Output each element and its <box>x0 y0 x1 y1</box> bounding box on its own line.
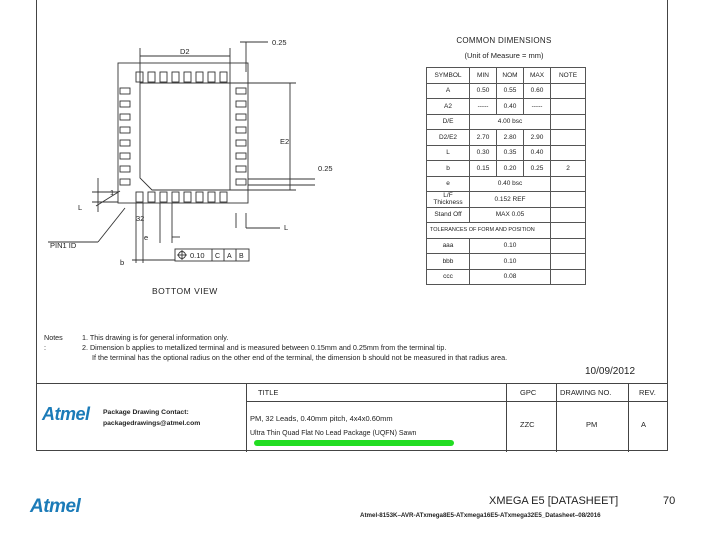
table-header-row <box>427 68 586 84</box>
cell-note <box>551 192 586 208</box>
cell-span: MAX 0.05 <box>470 207 551 223</box>
cell-symbol: aaa <box>427 238 470 254</box>
gpc-value: ZZC <box>520 420 535 429</box>
cell-min: 2.70 <box>470 130 497 146</box>
tolerance-datum-b: B <box>239 253 244 260</box>
cell-note <box>551 207 586 223</box>
tolerance-value: 0.10 <box>190 251 205 260</box>
pin1-id-label: PIN1 ID <box>50 241 77 250</box>
dimensions-subtitle: (Unit of Measure = mm) <box>464 51 544 60</box>
tolerance-header: TOLERANCES OF FORM AND POSITION <box>427 223 551 239</box>
footer-doc-id: Atmel-8153K–AVR-ATxmega8E5-ATxmega16E5-ATxmega32E5_Datasheet–08/2016 <box>360 512 601 519</box>
cell-note <box>551 114 586 130</box>
note-line-3: If the terminal has the optional radius on the other end of the terminal, the dimension b should not be measured in that radius area. <box>92 353 508 362</box>
cell-symbol: b <box>427 161 470 177</box>
table-row <box>427 238 586 254</box>
pin1-label: 1 <box>110 188 115 197</box>
cell-symbol: A2 <box>427 99 470 115</box>
table-row <box>427 161 586 177</box>
table-row <box>427 192 586 208</box>
header-nom: NOM <box>497 68 524 84</box>
cell-max: 0.40 <box>524 145 551 161</box>
tolerance-datum-a: A <box>227 253 232 260</box>
highlight-underline <box>254 440 454 446</box>
gpc-header: GPC <box>520 388 537 397</box>
page-number: 70 <box>663 495 676 507</box>
cell-symbol: L <box>427 145 470 161</box>
package-title: PM, 32 Leads, 0.40mm pitch, 4x4x0.60mm <box>250 414 393 423</box>
e-label: e <box>144 233 149 242</box>
cell-min: 0.50 <box>470 83 497 99</box>
table-row <box>427 99 586 115</box>
table-row <box>427 145 586 161</box>
cell-note: 2 <box>551 161 586 177</box>
header-note: NOTE <box>551 68 586 84</box>
title-block <box>36 383 668 452</box>
atmel-logo: Atmel <box>42 404 90 424</box>
table-row <box>427 114 586 130</box>
contact-label: Package Drawing Contact: <box>103 409 189 416</box>
cell-empty <box>551 223 586 239</box>
table-row <box>427 83 586 99</box>
cell-symbol: D2/E2 <box>427 130 470 146</box>
cell-nom: 2.80 <box>497 130 524 146</box>
cell-nom: 0.40 <box>497 99 524 115</box>
cell-nom: 0.35 <box>497 145 524 161</box>
drawing-no-value: PM <box>586 420 598 429</box>
cell-note <box>551 99 586 115</box>
cell-note <box>551 130 586 146</box>
tolerance-header-row <box>427 223 586 239</box>
rev-value: A <box>641 420 647 429</box>
dim-025-top-label: 0.25 <box>272 38 287 47</box>
cell-symbol: bbb <box>427 254 470 270</box>
cell-symbol: L/F Thickness <box>427 192 470 208</box>
header-symbol: SYMBOL <box>427 68 470 84</box>
dimensions-title: COMMON DIMENSIONS <box>456 36 552 45</box>
cell-span: 0.152 REF <box>470 192 551 208</box>
cell-symbol: D/E <box>427 114 470 130</box>
cell-symbol: e <box>427 176 470 192</box>
cell-note <box>551 176 586 192</box>
divider <box>628 384 629 452</box>
table-row <box>427 269 586 285</box>
drawing-date: 10/09/2012 <box>585 366 636 377</box>
dim-025-side-label: 0.25 <box>318 164 333 173</box>
package-subtitle: Ultra Thin Quad Flat No Lead Package (UQFN) Sawn <box>250 430 417 437</box>
cell-note <box>551 145 586 161</box>
cell-empty <box>551 269 586 285</box>
cell-nom: 0.55 <box>497 83 524 99</box>
b-label: b <box>120 258 125 267</box>
d2-label: D2 <box>180 47 190 56</box>
table-row <box>427 254 586 270</box>
footer-title: XMEGA E5 [DATASHEET] <box>489 495 619 507</box>
note-line-2: 2. Dimension b applies to metallized terminal and is measured between 0.15mm and 0.25mm from the terminal tip. <box>82 343 447 352</box>
divider <box>506 384 507 452</box>
divider <box>246 401 668 402</box>
l-right-label: L <box>284 223 289 232</box>
dimensions-table <box>426 67 586 285</box>
cell-empty <box>551 254 586 270</box>
cell-min: 0.15 <box>470 161 497 177</box>
title-header: TITLE <box>258 388 279 397</box>
e2-label: E2 <box>280 137 290 146</box>
cell-value: 0.08 <box>470 269 551 285</box>
cell-min: ----- <box>470 99 497 115</box>
table-row <box>427 130 586 146</box>
cell-symbol: ccc <box>427 269 470 285</box>
cell-span: 0.40 bsc <box>470 176 551 192</box>
table-row <box>427 176 586 192</box>
bottom-view-drawing <box>40 28 380 308</box>
cell-max: 0.60 <box>524 83 551 99</box>
table-row <box>427 207 586 223</box>
cell-value: 0.10 <box>470 254 551 270</box>
note-line-1: 1. This drawing is for general information only. <box>82 333 229 342</box>
cell-max: 0.25 <box>524 161 551 177</box>
divider <box>556 384 557 452</box>
cell-nom: 0.20 <box>497 161 524 177</box>
pin32-label: 32 <box>136 214 145 223</box>
cell-note <box>551 83 586 99</box>
cell-symbol: Stand Off <box>427 207 470 223</box>
footer-atmel-logo: Atmel <box>30 496 81 517</box>
bottom-view-label: BOTTOM VIEW <box>152 286 218 296</box>
cell-span: 4.00 bsc <box>470 114 551 130</box>
cell-symbol: A <box>427 83 470 99</box>
contact-block <box>103 407 200 429</box>
cell-min: 0.30 <box>470 145 497 161</box>
tolerance-datum-c: C <box>215 253 221 260</box>
cell-empty <box>551 238 586 254</box>
notes-label: Notes : <box>44 333 63 352</box>
drawing-no-header: DRAWING NO. <box>560 388 612 397</box>
cell-value: 0.10 <box>470 238 551 254</box>
header-min: MIN <box>470 68 497 84</box>
divider <box>246 384 247 452</box>
cell-max: 2.90 <box>524 130 551 146</box>
l-left-label: L <box>78 203 83 212</box>
contact-email[interactable]: packagedrawings@atmel.com <box>103 420 201 427</box>
rev-header: REV. <box>639 388 656 397</box>
header-max: MAX <box>524 68 551 84</box>
cell-max: ----- <box>524 99 551 115</box>
